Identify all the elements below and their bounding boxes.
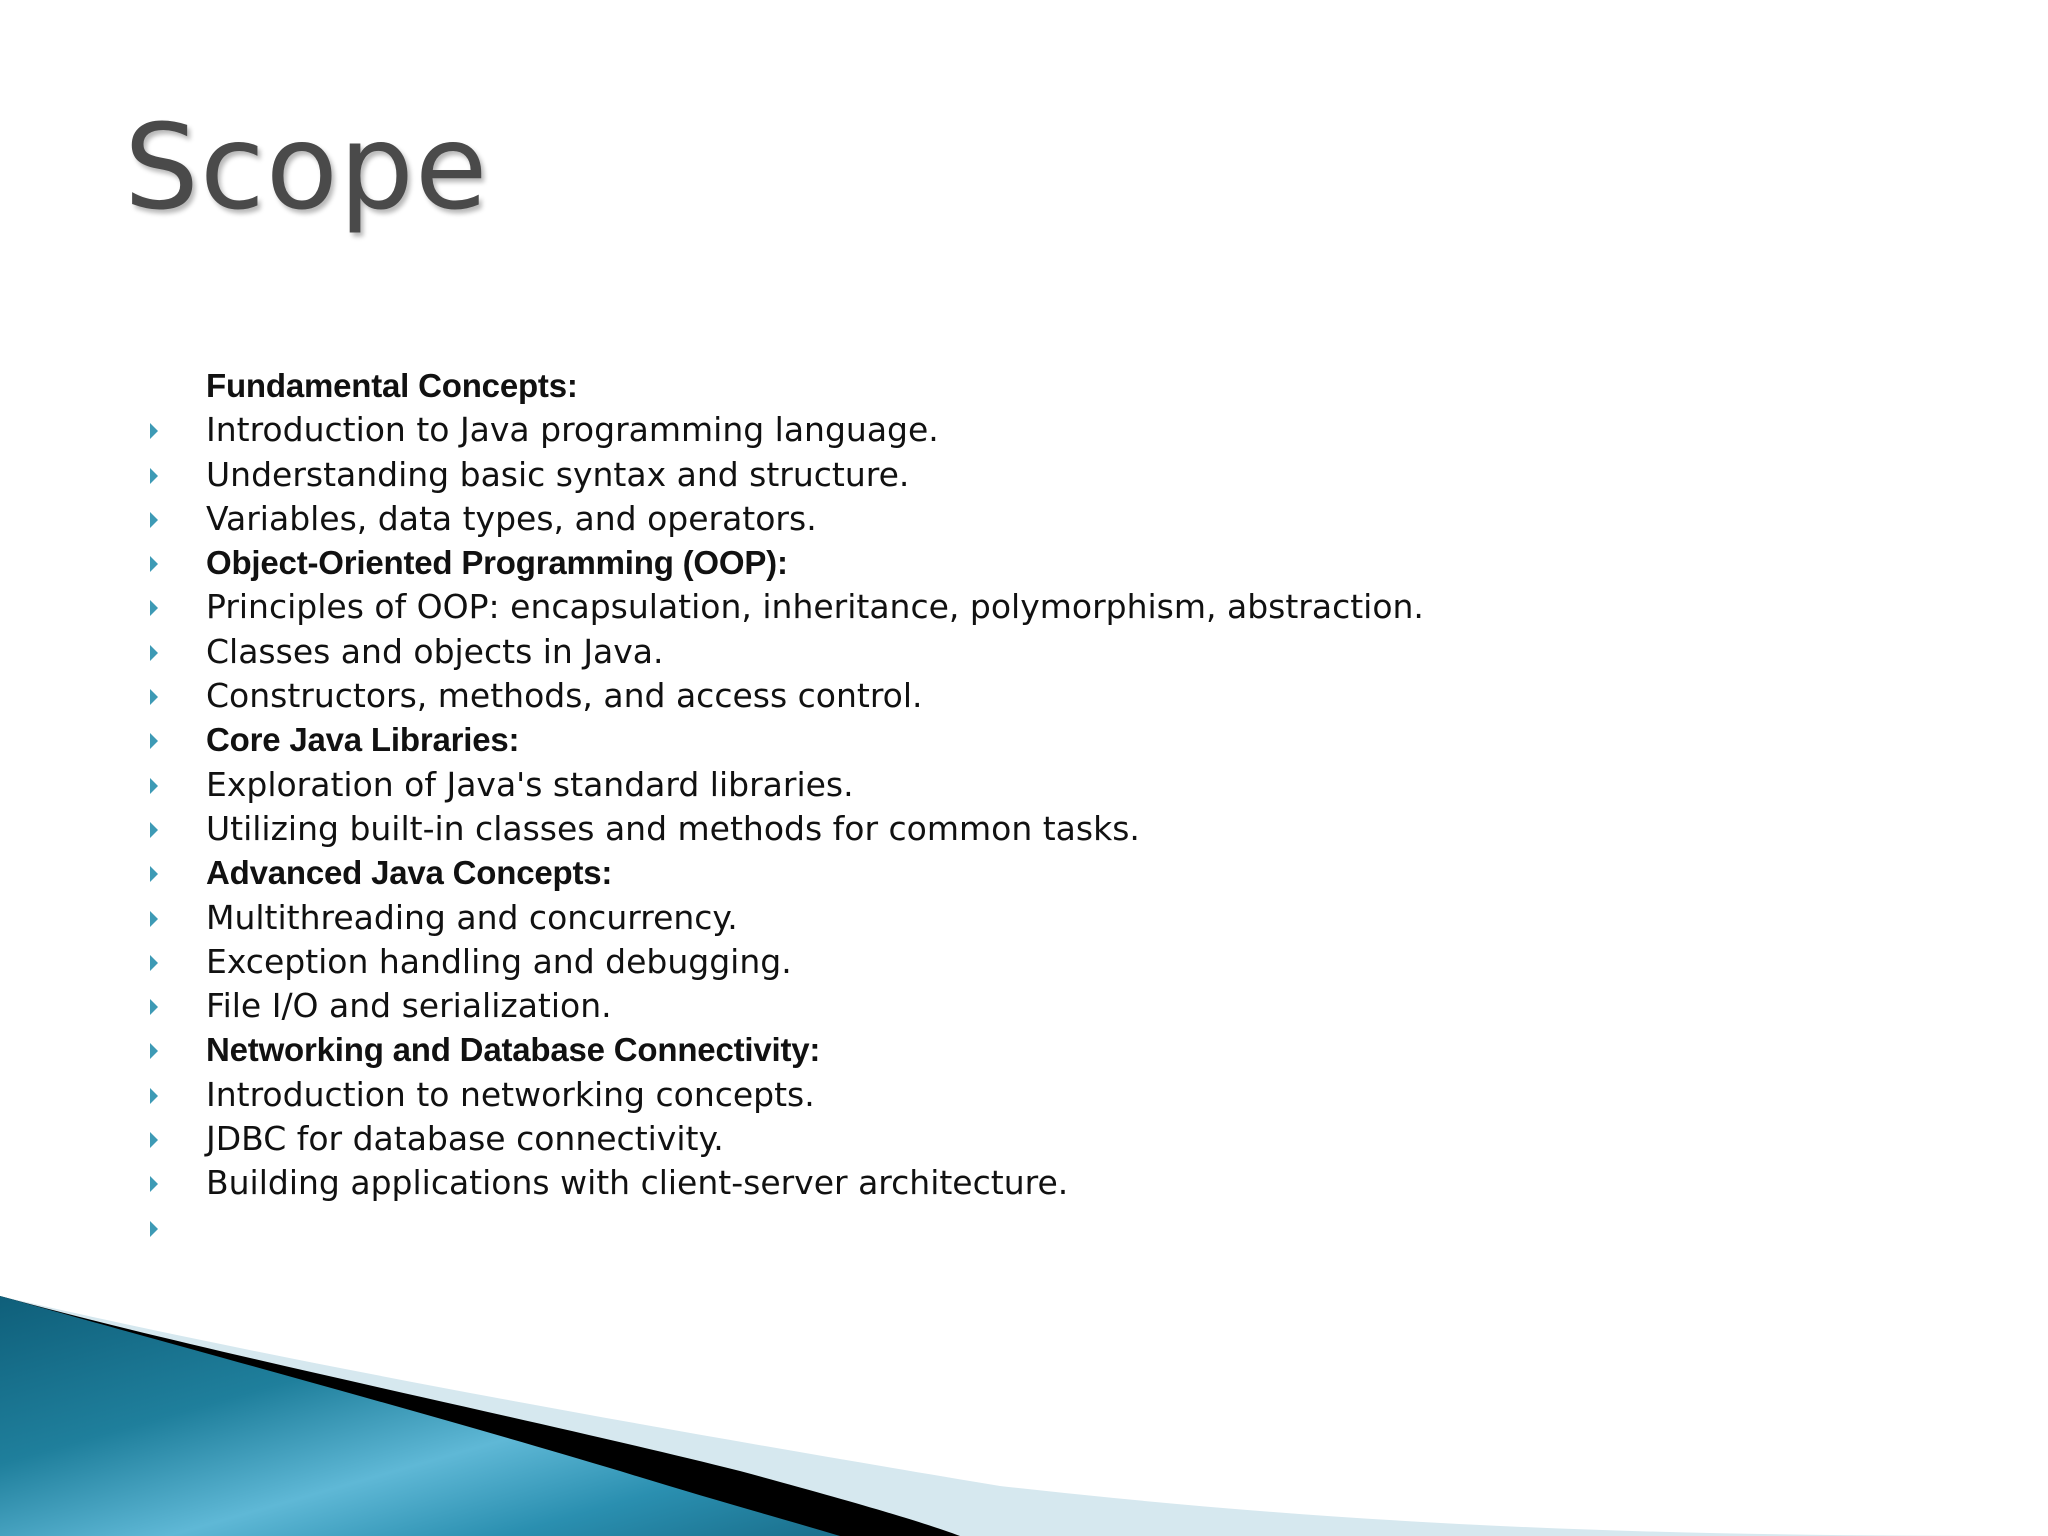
bullet-arrow-icon — [150, 600, 158, 616]
bullet-text: Multithreading and concurrency. — [206, 897, 738, 937]
bullet-text: Principles of OOP: encapsulation, inheritance, polymorphism, abstraction. — [206, 587, 1424, 627]
bullet-text: Variables, data types, and operators. — [206, 498, 817, 538]
bullet-arrow-icon — [150, 556, 158, 572]
bullet-text: File I/O and serialization. — [206, 986, 612, 1026]
bullet-text: JDBC for database connectivity. — [206, 1119, 724, 1159]
bullet-text: Exploration of Java's standard libraries. — [206, 764, 854, 804]
bullet-text: Exception handling and debugging. — [206, 941, 792, 981]
bullet-text: Introduction to Java programming language. — [206, 410, 939, 450]
bullet-text: Introduction to networking concepts. — [206, 1074, 815, 1114]
bullet-text: Classes and objects in Java. — [206, 631, 664, 671]
bullet-arrow-icon — [150, 911, 158, 927]
bullet-arrow-icon — [150, 1221, 158, 1237]
bullet-text: Core Java Libraries: — [206, 721, 520, 759]
bullet-arrow-icon — [150, 645, 158, 661]
bullet-arrow-icon — [150, 423, 158, 439]
bullet-text: Constructors, methods, and access control. — [206, 676, 923, 716]
bullet-text: Utilizing built-in classes and methods for common tasks. — [206, 808, 1140, 848]
bullet-text: Building applications with client-server architecture. — [206, 1163, 1069, 1203]
bullet-arrow-icon — [150, 1132, 158, 1148]
bullet-arrow-icon — [150, 1176, 158, 1192]
slide-title: Scope — [124, 98, 489, 236]
bullet-arrow-icon — [150, 1043, 158, 1059]
bullet-arrow-icon — [150, 955, 158, 971]
bullet-arrow-icon — [150, 866, 158, 882]
bullet-text: Fundamental Concepts: — [206, 367, 578, 404]
bullet-arrow-icon — [150, 822, 158, 838]
bullet-text: Advanced Java Concepts: — [206, 854, 613, 892]
bullet-text: Understanding basic syntax and structure. — [206, 454, 910, 494]
decorative-wave — [0, 1296, 2048, 1536]
bullet-arrow-icon — [150, 468, 158, 484]
bullet-text: Networking and Database Connectivity: — [206, 1031, 821, 1069]
bullet-arrow-icon — [150, 1088, 158, 1104]
bullet-arrow-icon — [150, 999, 158, 1015]
bullet-arrow-icon — [150, 689, 158, 705]
bullet-arrow-icon — [150, 512, 158, 528]
bullet-text: Object-Oriented Programming (OOP): — [206, 544, 788, 582]
bullet-arrow-icon — [150, 778, 158, 794]
bullet-arrow-icon — [150, 733, 158, 749]
wave-teal-band — [0, 1296, 840, 1536]
